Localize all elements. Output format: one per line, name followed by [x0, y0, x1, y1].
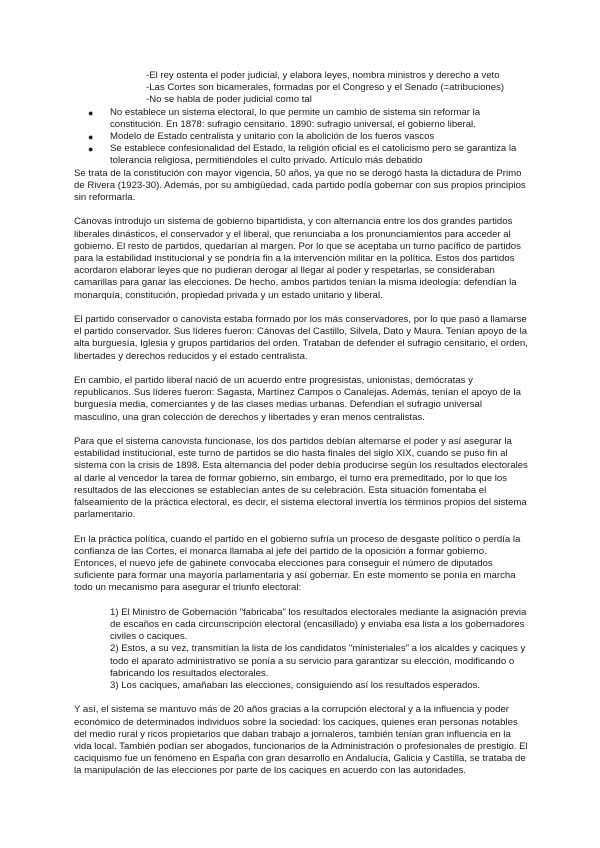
list-item: 1) El Ministro de Gobernación "fabricaba" los resultados electorales mediante la asignación previa de escaños en cada circunscripción electoral (encasillado) y enviaba esa lista a los gobernadores civiles o caciques.	[110, 606, 527, 643]
list-item	[74, 131, 530, 143]
bullet-icon: ●	[88, 107, 94, 118]
list-item	[74, 143, 530, 167]
bullet-text: Modelo de Estado centralista y unitario con la abolición de los fueros vascos	[110, 131, 435, 143]
bullet-icon: ●	[88, 144, 94, 155]
paragraph-partido-conservador: El partido conservador o canovista estaba formado por los más conservadores, por lo que pasó a llamarse el partido conservador. Sus líderes fueron: Cánovas del Castillo, Silvela, Dato y Maura. Tenían apoyo de la alta burguesía, Iglesia y grupos partidarios del orden. Trataban de defender el sufragio censitario, el orden, libertades y derechos reducidos y el estado centralista.	[74, 314, 528, 362]
list-item	[74, 107, 530, 131]
document-page	[74, 70, 530, 790]
sub-list	[74, 70, 530, 107]
sub-line: -Las Cortes son bicamerales, formadas por el Congreso y el Senado (=atribuciones)	[146, 82, 505, 94]
list-item: 2) Estos, a su vez, transmitían la lista de los candidatos "ministeriales" a los alcaldes y caciques y todo el aparato administrativo se ponía a su servicio para garantizar su elección, modificando o fabricando los resultados electorales.	[110, 643, 526, 679]
paragraph-practica-politica: En la práctica política, cuando el partido en el gobierno sufría un proceso de desgaste político o perdía la confianza de las Cortes, el monarca llamaba al jefe del partido de la oposición a formar gobierno. Entonces, el nuevo jefe de gabinete convocaba elecciones para conseguir el número de diputados suficiente para formar una mayoría parlamentaria y así gobernar. En este momento se ponía en marcha todo un mecanismo para asegurar el triunfo electoral:	[74, 533, 521, 594]
list-item: 3) Los caciques, amañaban las elecciones, consiguiendo así los resultados esperados.	[110, 680, 481, 692]
paragraph-partido-liberal: En cambio, el partido liberal nació de un acuerdo entre progresistas, unionistas, demócratas y republicanos. Sus líderes fueron: Sagasta, Martínez Campos o Canalejas. Además, tenían el apoyo de la burguesía media, comerciantes y de las clases medias urbanas. Defendían el sufragio universal masculino, una gran colección de derechos y libertades y eran menos centralistas.	[74, 375, 521, 423]
sub-line: -El rey ostenta el poder judicial, y elabora leyes, nombra ministros y derecho a veto	[146, 70, 500, 81]
enumerated-list	[110, 607, 530, 692]
paragraph-caciquismo: Y así, el sistema se mantuvo más de 20 años gracias a la corrupción electoral y a la influencia y poder económico de determinados individuos sobre la sociedad: los caciques, quienes eran personas notables del medio rural y ricos propietarios que daban trabajo a jornaleros, también tenían gran influencia en la vida local. También podían ser abogados, funcionarios de la Administración o profesionales de prestigio. El caciquismo fue un fenómeno en España con gran desarrollo en Andalucía, Galicia y Castilla, se trataba de la manipulación de las elecciones por parte de los caciques en acuerdo con las autoridades.	[74, 704, 528, 777]
paragraph-vigencia: Se trata de la constitución con mayor vigencia, 50 años, ya que no se derogó hasta la dictadura de Primo de Rivera (1923-30). Además, por su ambigüedad, cada partido podía gobernar con sus propios principios sin reformarla.	[74, 167, 526, 204]
bullet-text: Se establece confesionalidad del Estado, la religión oficial es el catolicismo pero se garantiza la tolerancia religiosa, permitiéndoles el culto privado. Artículo más debatido	[110, 143, 517, 167]
bullet-icon: ●	[88, 132, 94, 143]
bullet-text: No establece un sistema electoral, lo que permite un cambio de sistema sin reformar la constitución. En 1878: sufragio censitario. 1890: sufragio universal, el gobierno liberal.	[110, 106, 481, 130]
paragraph-bipartidismo: Cánovas introdujo un sistema de gobierno bipartidista, y con alternancia entre los dos grandes partidos liberales dinásticos, el conservador y el liberal, que renunciaba a los pronunciamientos para acceder al gobierno. El resto de partidos, quedarían al margen. Por lo que se aceptaba un turno pacífico de partidos para la estabilidad institucional y se pondría fin a la intervención militar en la política. Estos dos partidos acordaron elaborar leyes que no pudieran derogar al llegar al poder y respetarlas, se consideraban camarillas para ganar las elecciones. De hecho, ambos partidos tenían la misma ideología: defendían la monarquía, constitución, propiedad privada y un estado unitario y liberal.	[74, 216, 521, 301]
sub-line: -No se habla de poder judicial como tal	[146, 94, 312, 106]
paragraph-alternancia: Para que el sistema canovista funcionase, los dos partidos debían alternarse el poder y así asegurar la estabilidad institucional, este turno de partidos se dio hasta finales del siglo XIX, cuando se puso fin al sistema con la crisis de 1898. Esta alternancia del poder debía producirse según los resultados electorales al darle al vencedor la tarea de formar gobierno, sin embargo, el turno era premeditado, por lo que los resultados de las elecciones se establecían antes de su celebración. Esta situación fomentaba el falseamiento de la práctica electoral, es decir, el sistema electoral invertía los términos propios del sistema parlamentario.	[74, 436, 528, 521]
bullet-list	[74, 107, 530, 168]
